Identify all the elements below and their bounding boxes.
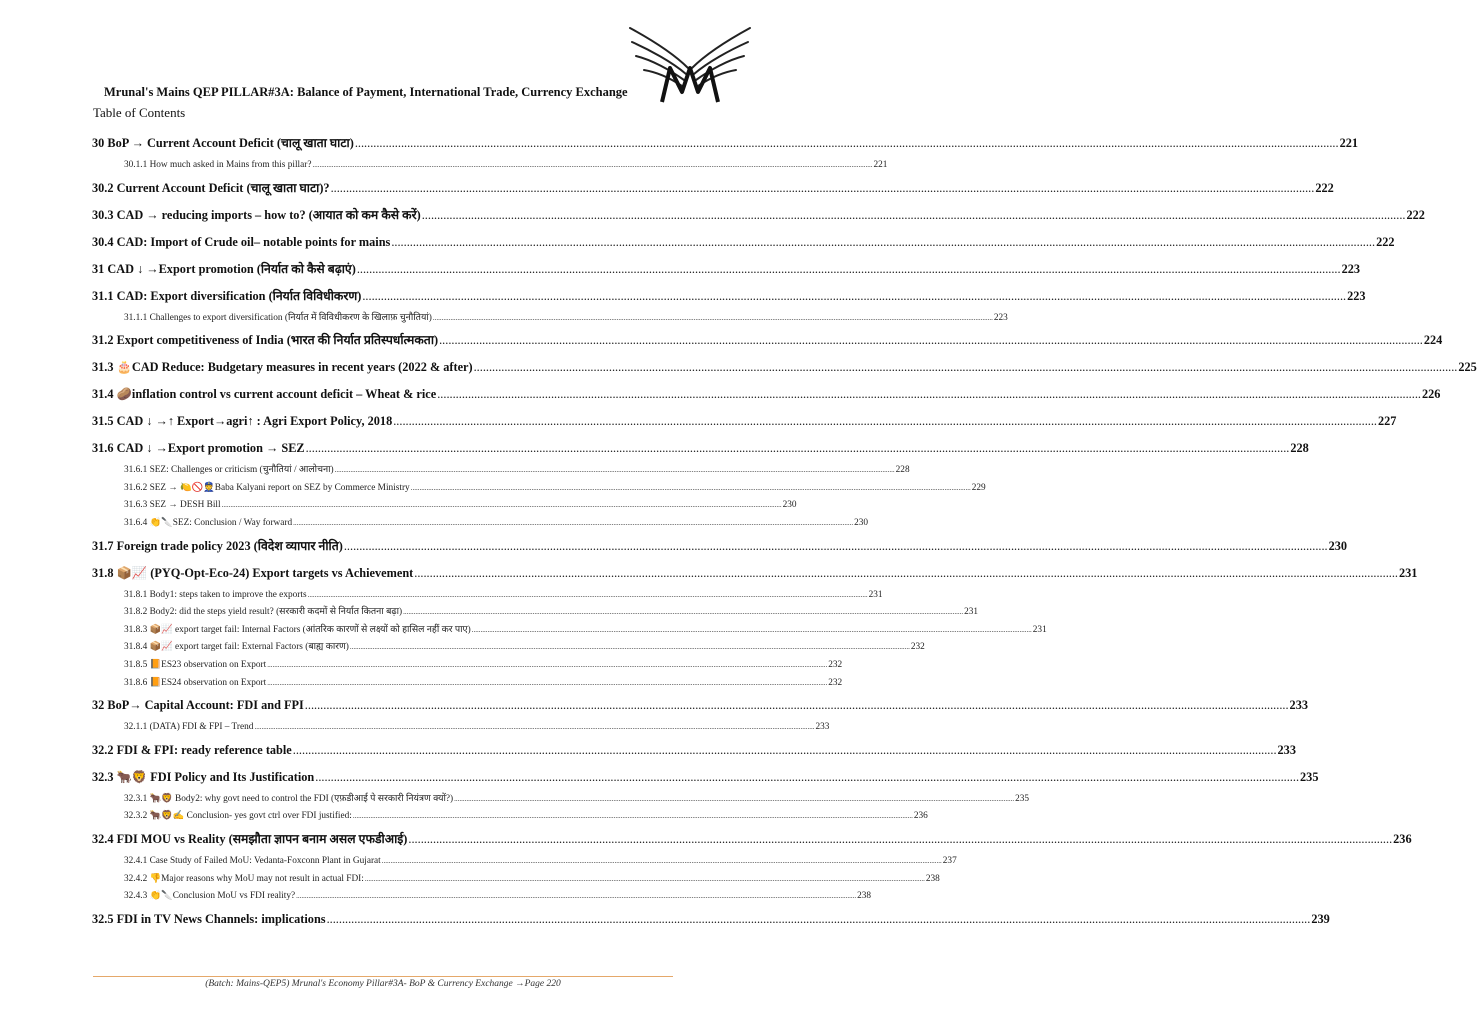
toc-entry-title: 31.8.6 📙ES24 observation on Export [124,677,267,688]
toc-dot-leader [267,657,827,675]
toc-entry-section[interactable] [92,130,1359,157]
toc-entry-section[interactable] [92,435,1309,462]
toc-dot-leader [439,327,1423,354]
toc-page-number: 233 [1289,698,1308,713]
toc-entry-title: 32.3 🐂🦁 FDI Policy and Its Justification [92,769,315,784]
toc-dot-leader [344,533,1328,560]
toc-entry-title: 31.6 CAD ↓ →Export promotion → SEZ [92,441,305,456]
toc-page-number: 231 [1399,565,1418,580]
toc-entry-subsection[interactable] [92,310,1008,328]
toc-entry-subsection[interactable] [92,657,843,675]
toc-page-number: 224 [1423,333,1443,348]
toc-dot-leader [365,871,925,889]
toc-entry-title: 30 BoP → Current Account Deficit (चालू खाता घाटा) [92,136,354,150]
toc-entry-title: 32.4.1 Case Study of Failed MoU: Vedanta-Foxconn Plant in Gujarat [124,855,381,866]
toc-entry-title: 30.3 CAD → reducing imports – how to? (आयात को कम कैसे करें) [92,207,421,222]
toc-dot-leader [353,808,913,826]
toc-dot-leader [327,906,1311,933]
toc-dot-leader [393,408,1377,435]
toc-dot-leader [433,310,993,328]
toc-entry-section[interactable] [92,408,1397,435]
toc-entry-title: 32.2 FDI & FPI: ready reference table [92,742,292,757]
toc-dot-leader [335,462,895,480]
toc-entry-title: 31.8.5 📙ES23 observation on Export [124,659,267,670]
toc-entry-title: 31.1 CAD: Export diversification (निर्यात विविधीकरण) [92,288,362,303]
toc-dot-leader [308,587,868,605]
toc-dot-leader [411,480,971,498]
toc-dot-leader [437,381,1421,408]
toc-entry-section[interactable] [92,256,1361,283]
toc-entry-title: 31.3 🎂CAD Reduce: Budgetary measures in recent years (2022 & after) [92,360,473,375]
toc-entry-title: 32.4 FDI MOU vs Reality (समझौता ज्ञापन बनाम असल एफडीआई) [92,831,408,846]
toc-dot-leader [267,675,827,693]
toc-page-number: 232 [828,659,843,670]
toc-page-number: 222 [1315,180,1334,195]
toc-page-number: 238 [925,873,940,884]
toc-page-number: 235 [1300,769,1319,784]
toc-entry-title: 31.8.3 📦📈 export target fail: Internal Factors (आंतरिक कारणों से लक्ष्यों को हासिल नहीं कर पाए) [124,624,471,635]
toc-entry-title: 31.4 🥔inflation control vs current account deficit – Wheat & rice [92,387,437,402]
footer-divider [93,976,673,977]
toc-page-number: 230 [782,500,797,511]
toc-dot-leader [472,622,1032,640]
toc-page-number: 231 [964,607,979,618]
toc-entry-title: 31 CAD ↓ →Export promotion (निर्यात को कैसे बढ़ाएं) [92,261,356,276]
toc-page-number: 239 [1311,911,1330,926]
toc-entry-section[interactable] [92,906,1330,933]
toc-page-number: 232 [828,677,843,688]
toc-entry-section[interactable] [92,283,1366,310]
toc-entry-title: 31.5 CAD ↓ →↑ Export→agri↑ : Agri Export Policy, 2018 [92,414,393,429]
toc-entry-section[interactable] [92,560,1418,587]
toc-page-number: 236 [913,811,928,822]
toc-dot-leader [391,229,1375,256]
toc-dot-leader [296,888,856,906]
toc-entry-subsection[interactable] [92,587,883,605]
toc-entry-subsection[interactable] [92,639,925,657]
toc-page-number: 229 [971,482,986,493]
toc-entry-title: 32.5 FDI in TV News Channels: implications [92,911,326,926]
document-title: Mrunal's Mains QEP PILLAR#3A: Balance of Payment, International Trade, Currency Exchange [104,85,628,99]
toc-page-number: 223 [1347,288,1366,303]
toc-page-number: 225 [1458,360,1477,375]
toc-page-number: 233 [815,722,830,733]
toc-entry-title: 32.3.1 🐂🦁 Body2: why govt need to control the FDI (एफ़डीआई पे सरकारी नियंत्रण क्यों?) [124,793,454,804]
toc-page-number: 235 [1015,793,1030,804]
toc-entry-title: 30.4 CAD: Import of Crude oil– notable points for mains [92,234,391,249]
toc-dot-leader [350,639,910,657]
toc-page-number: 228 [1290,441,1309,456]
toc-entry-section[interactable] [92,764,1319,791]
toc-entry-subsection[interactable] [92,515,869,533]
toc-dot-leader [422,202,1406,229]
toc-page-number: 236 [1393,831,1412,846]
toc-entry-subsection[interactable] [92,871,940,889]
toc-dot-leader [355,130,1339,157]
toc-page-number: 231 [1032,624,1047,635]
toc-entry-section[interactable] [92,692,1308,719]
toc-dot-leader [357,256,1341,283]
toc-entry-title: 31.7 Foreign trade policy 2023 (विदेश व्यापार नीति) [92,538,343,553]
toc-page-number: 228 [895,465,910,476]
toc-dot-leader [312,157,872,175]
toc-dot-leader [474,354,1458,381]
toc-page-number: 221 [1339,136,1359,150]
toc-page-number: 233 [1277,742,1296,757]
toc-entry-subsection[interactable] [92,719,830,737]
toc-dot-leader [222,497,782,515]
toc-dot-leader [454,791,1014,809]
toc-page-number: 223 [993,312,1008,323]
toc-entry-subsection[interactable] [92,675,843,693]
toc-dot-leader [331,175,1315,202]
toc-entry-section[interactable] [92,175,1334,202]
toc-page-number: 230 [1328,538,1348,553]
toc-entry-section[interactable] [92,826,1412,853]
toc-entry-title: 31.6.4 👏🔪SEZ: Conclusion / Way forward [124,517,293,528]
toc-entry-title: 31.8.2 Body2: did the steps yield result? (सरकारी कदमों से निर्यात कितना बढ़ा) [124,607,403,618]
toc-entry-title: 31.8.4 📦📈 export target fail: External Factors (बाह्य कारण) [124,642,349,653]
toc-entry-section[interactable] [92,533,1348,560]
toc-entry-subsection[interactable] [92,888,872,906]
toc-entry-title: 31.1.1 Challenges to export diversification (निर्यात में विविधीकरण के खिलाफ़ चुनौतियां) [124,312,432,323]
toc-entry-title: 32.4.2 👎Major reasons why MoU may not result in actual FDI: [124,873,364,884]
toc-page-number: 221 [873,160,888,170]
toc-entry-title: 31.2 Export competitiveness of India (भारत की निर्यात प्रतिस्पर्धात्मकता) [92,333,439,348]
toc-entry-subsection[interactable] [92,462,910,480]
toc-entry-subsection[interactable] [92,791,1030,809]
toc-page-number: 231 [868,589,883,600]
toc-entry-title: 31.6.3 SEZ → DESH Bill [124,500,221,511]
toc-dot-leader [305,692,1289,719]
toc-page-number: 238 [857,891,872,902]
toc-entry-section[interactable] [92,381,1441,408]
toc-entry-subsection[interactable] [92,622,1047,640]
toc-dot-leader [408,826,1392,853]
toc-dot-leader [315,764,1299,791]
toc-dot-leader [382,853,942,871]
toc-dot-leader [293,737,1277,764]
toc-entry-title: 32.3.2 🐂🦁✍ Conclusion- yes govt ctrl over FDI justified: [124,811,352,822]
toc-entry-subsection[interactable] [92,480,986,498]
toc-entry-section[interactable] [92,202,1425,229]
toc-entry-title: 31.6.1 SEZ: Challenges or criticism (चुनौतियां / आलोचना) [124,465,334,476]
toc-dot-leader [293,515,853,533]
toc-entry-title: 30.1.1 How much asked in Mains from this pillar? [124,160,312,170]
toc-dot-leader [414,560,1398,587]
toc-dot-leader [362,283,1346,310]
toc-page-number: 226 [1421,387,1441,402]
page-footer: (Batch: Mains-QEP5) Mrunal's Economy Pillar#3A- BoP & Currency Exchange →Page 220 [205,979,561,989]
toc-entry-title: 32 BoP→ Capital Account: FDI and FPI [92,698,304,713]
toc-page-number: 222 [1406,207,1425,222]
toc-entry-subsection[interactable] [92,808,928,826]
toc-page-number: 230 [854,517,869,528]
toc-entry-title: 31.8 📦📈 (PYQ-Opt-Eco-24) Export targets vs Achievement [92,565,414,580]
toc-entry-section[interactable] [92,327,1443,354]
toc-page-number: 222 [1376,234,1395,249]
toc-entry-title: 31.6.2 SEZ → 🍋🚫👮Baba Kalyani report on SEZ by Commerce Ministry [124,482,410,493]
toc-dot-leader [254,719,814,737]
toc-entry-subsection[interactable] [92,157,888,175]
toc-entry-title: 31.8.1 Body1: steps taken to improve the exports [124,589,307,600]
toc-page-number: 223 [1341,261,1361,276]
toc-page-number: 237 [942,855,957,866]
toc-entry-section[interactable] [92,354,1477,381]
toc-entry-section[interactable] [92,229,1395,256]
toc-dot-leader [403,604,963,622]
toc-page-number: 227 [1377,414,1397,429]
table-of-contents [92,130,1477,933]
toc-entry-title: 32.1.1 (DATA) FDI & FPI – Trend [124,722,254,733]
toc-heading: Table of Contents [93,105,186,120]
toc-entry-subsection[interactable] [92,604,979,622]
toc-entry-subsection[interactable] [92,497,797,515]
toc-entry-section[interactable] [92,737,1296,764]
toc-dot-leader [306,435,1290,462]
toc-entry-title: 30.2 Current Account Deficit (चालू खाता घाटा)? [92,180,330,195]
toc-entry-subsection[interactable] [92,853,957,871]
toc-entry-title: 32.4.3 👏🔪Conclusion MoU vs FDI reality? [124,891,296,902]
toc-page-number: 232 [910,642,925,653]
